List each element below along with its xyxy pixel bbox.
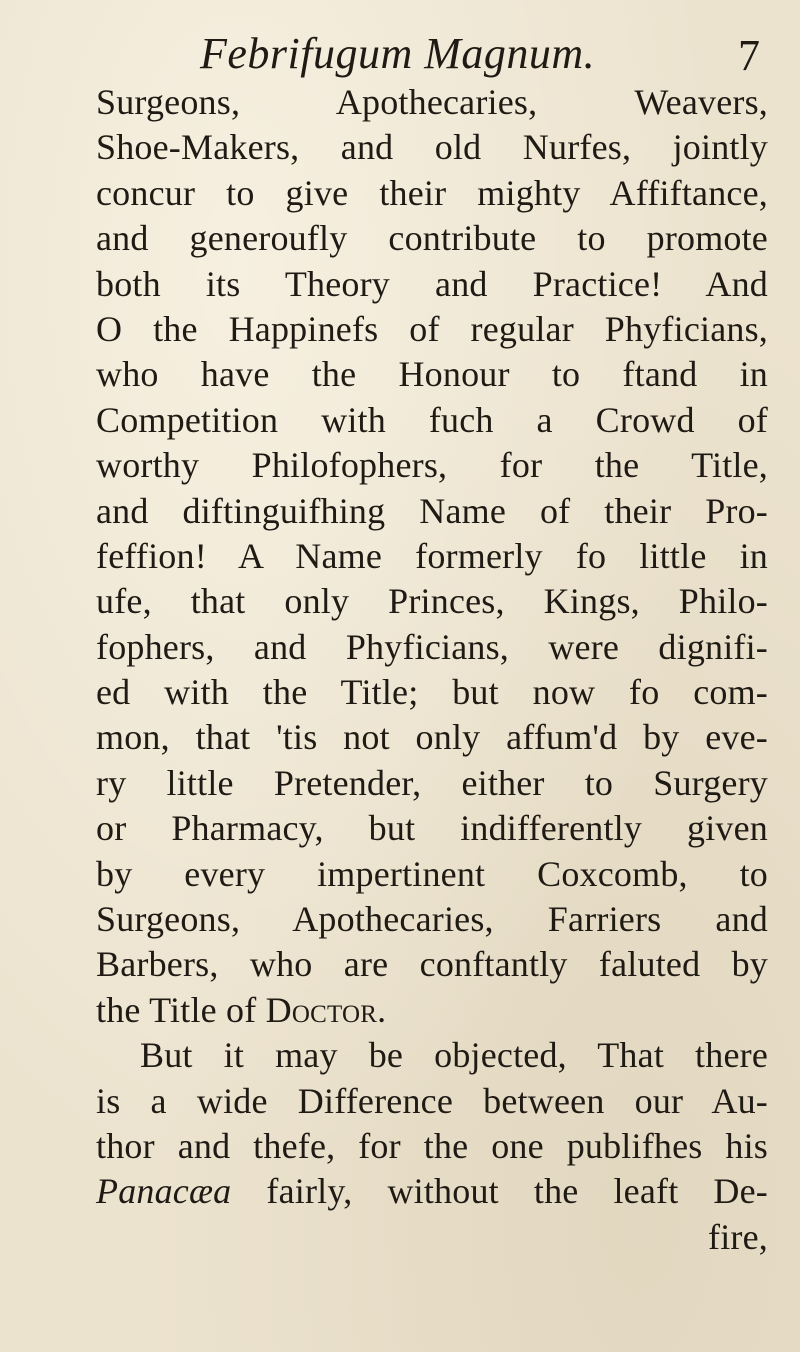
text-line: thor and thefe, for the one publifhes his xyxy=(96,1125,768,1166)
running-title: Febrifugum Magnum. xyxy=(200,29,596,78)
text-line: by every impertinent Coxcomb, to xyxy=(96,853,768,894)
text-line xyxy=(96,1169,768,1214)
text-line: and diftinguifhing Name of their Pro- xyxy=(96,490,768,531)
body-text xyxy=(96,80,768,1260)
text-line: feffion! A Name formerly fo little in xyxy=(96,535,768,576)
text-line: Barbers, who are conftantly faluted by xyxy=(96,944,768,985)
text-line: or Pharmacy, but indifferently given xyxy=(96,808,768,849)
text-line: Surgeons, Apothecaries, Weavers, xyxy=(96,82,768,122)
text-fragment: the Title of xyxy=(96,989,266,1030)
page-header xyxy=(200,28,760,88)
text-line: Shoe-Makers, and old Nurfes, jointly xyxy=(96,127,768,168)
text-line: concur to give their mighty Affiftance, xyxy=(96,172,768,213)
text-line: Competition with fuch a Crowd of xyxy=(96,399,768,440)
text-line: who have the Honour to ftand in xyxy=(96,354,768,395)
text-line: worthy Philofophers, for the Title, xyxy=(96,445,768,486)
text-line: O the Happinefs of regular Phyficians, xyxy=(96,308,768,349)
text-line: ed with the Title; but now fo com- xyxy=(96,672,768,713)
panacaea-italic: Panacæa xyxy=(96,1171,232,1212)
text-line xyxy=(96,988,768,1033)
text-line: mon, that 'tis not only affum'd by eve- xyxy=(96,717,768,758)
text-line: ufe, that only Princes, Kings, Philo- xyxy=(96,581,768,622)
text-line: both its Theory and Practice! And xyxy=(96,263,768,304)
catchword: fire, xyxy=(708,1216,768,1257)
text-line: fophers, and Phyficians, were dignifi- xyxy=(96,626,768,667)
text-line-paragraph-start: But it may be objected, That there xyxy=(140,1035,768,1076)
text-line: and generoufly contribute to promote xyxy=(96,218,768,259)
doctor-small-caps: Doctor. xyxy=(265,989,387,1030)
text-fragment: fairly, without the leaft De- xyxy=(231,1171,768,1212)
page-number: 7 xyxy=(738,31,760,80)
text-line: Surgeons, Apothecaries, Farriers and xyxy=(96,899,768,940)
text-line: is a wide Difference between our Au- xyxy=(96,1080,768,1121)
text-line: ry little Pretender, either to Surgery xyxy=(96,762,768,803)
